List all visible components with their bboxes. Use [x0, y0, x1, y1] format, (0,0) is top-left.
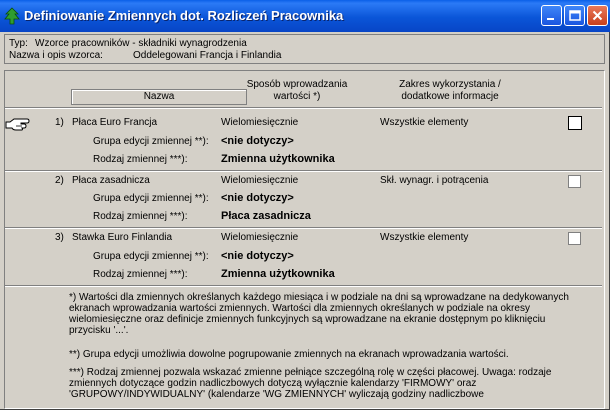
column-header-mode — [237, 79, 357, 103]
template-info-box — [4, 34, 605, 64]
column-header-scope-line1: Zakres wykorzystania / — [399, 79, 501, 90]
edit-group-label: Grupa edycji zmiennej **): — [93, 193, 209, 204]
usage-scope[interactable]: Wszystkie elementy — [380, 117, 469, 128]
variables-panel — [4, 70, 605, 409]
footnote-kinds: ***) Rodzaj zmiennej pozwala wskazać zmienne pełniące szczególną rolę w części płacowej. Uwaga: rodzaje zmiennych dotyczące godzin nadliczbowych dotyczą wyłącznie kalendarzy 'FIRMOWY' oraz 'GRUPOWY/INDYWIDUALNY' (kalendarze 'WG ZMIENNYCH' wyliczają godziny nadliczbowe — [69, 367, 552, 400]
variable-name[interactable]: Stawka Euro Finlandia — [72, 232, 173, 243]
window-title: Definiowanie Zmiennych dot. Rozliczeń Pracownika — [24, 8, 344, 23]
variable-kind-value[interactable]: Zmienna użytkownika — [221, 153, 335, 165]
variable-name[interactable]: Płaca zasadnicza — [72, 175, 150, 186]
close-button[interactable] — [587, 5, 608, 26]
app-icon — [4, 7, 20, 25]
column-header-scope — [385, 79, 515, 103]
row-number: 1) — [55, 117, 64, 128]
type-label: Typ: — [9, 38, 28, 49]
maximize-icon — [567, 8, 582, 23]
minimize-button[interactable] — [541, 5, 562, 26]
row-checkbox[interactable] — [568, 175, 581, 188]
edit-group-value[interactable]: <nie dotyczy> — [221, 192, 294, 204]
type-value: Wzorce pracowników - składniki wynagrodzenia — [35, 38, 247, 49]
input-mode[interactable]: Wielomiesięcznie — [221, 117, 299, 128]
usage-scope[interactable]: Wszystkie elementy — [380, 232, 469, 243]
variable-kind-label: Rodzaj zmiennej ***): — [93, 154, 188, 165]
template-name-value: Oddelegowani Francja i Finlandia — [133, 50, 282, 61]
close-icon — [590, 8, 605, 23]
usage-scope[interactable]: Skł. wynagr. i potrącenia — [380, 175, 489, 186]
edit-group-value[interactable]: <nie dotyczy> — [221, 135, 294, 147]
edit-group-value[interactable]: <nie dotyczy> — [221, 250, 294, 262]
footnote-groups: **) Grupa edycji umożliwia dowolne pogrupowanie zmiennych na ekranach wprowadzania wartości. — [69, 349, 509, 360]
input-mode[interactable]: Wielomiesięcznie — [221, 232, 299, 243]
variable-name[interactable]: Płaca Euro Francja — [72, 117, 158, 128]
edit-group-label: Grupa edycji zmiennej **): — [93, 251, 209, 262]
column-header-mode-line2: wartości *) — [273, 91, 321, 102]
variable-kind-label: Rodzaj zmiennej ***): — [93, 211, 188, 222]
row-number: 2) — [55, 175, 64, 186]
variable-kind-value[interactable]: Zmienna użytkownika — [221, 268, 335, 280]
footnotes-separator — [5, 285, 602, 287]
column-header-scope-line2: dodatkowe informacje — [401, 91, 499, 102]
row-checkbox[interactable] — [568, 116, 582, 130]
title-bar[interactable] — [0, 0, 610, 32]
edit-group-label: Grupa edycji zmiennej **): — [93, 136, 209, 147]
maximize-button[interactable] — [564, 5, 585, 26]
row-separator — [5, 227, 602, 229]
variable-kind-value[interactable]: Płaca zasadnicza — [221, 210, 311, 222]
column-header-mode-line1: Sposób wprowadzania — [246, 79, 348, 90]
header-separator — [5, 107, 602, 109]
minimize-icon — [544, 8, 559, 23]
variable-kind-label: Rodzaj zmiennej ***): — [93, 269, 188, 280]
pointing-hand-icon — [5, 115, 31, 133]
column-header-nazwa[interactable]: Nazwa — [71, 89, 247, 105]
input-mode[interactable]: Wielomiesięcznie — [221, 175, 299, 186]
row-number: 3) — [55, 232, 64, 243]
row-checkbox[interactable] — [568, 232, 581, 245]
footnote-values: *) Wartości dla zmiennych określanych każdego miesiąca i w podziale na dni są wprowadzane na dedykowanych ekranach wprowadzania wartości zmiennych. Wartości dla zmiennych określanych w podziale na okresy wielomiesięczne oraz definicje zmiennych funkcyjnych są wprowadzane na ekranie dostępnym po kliknięciu przycisku '...'. — [69, 292, 569, 336]
template-name-label: Nazwa i opis wzorca: — [9, 50, 103, 61]
row-separator — [5, 170, 602, 172]
